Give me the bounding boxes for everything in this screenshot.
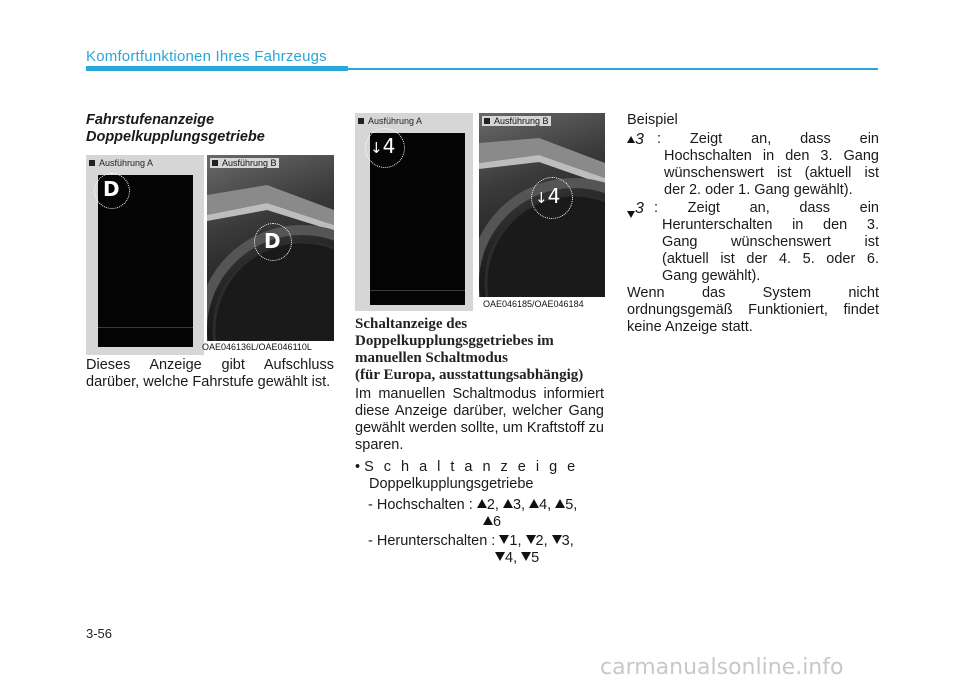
page-number: 3-56 <box>86 626 113 641</box>
col2-paragraph: Im manuellen Schaltmodus informiert diese Anzeige darüber, welcher Gang gewählt werden sollte, um Kraftstoff zu sparen. <box>355 386 604 453</box>
col1-heading <box>86 112 336 146</box>
variant-a-label: Ausführung A <box>89 158 153 168</box>
figure-gear-display <box>86 155 334 355</box>
triangle-down-icon <box>552 535 562 544</box>
gear-value: 3, <box>561 533 574 549</box>
figure-caption: OAE046185/OAE046184 <box>483 299 584 309</box>
triangle-down-icon <box>521 552 531 561</box>
watermark: carmanualsonline.info <box>600 655 844 680</box>
gear-value: 5, <box>565 497 578 513</box>
header-accent-bar <box>86 66 348 71</box>
col2-heading-line: manuellen Schaltmodus <box>355 350 508 366</box>
header-rule <box>348 68 878 70</box>
gear-indicator-d: D <box>264 229 281 253</box>
col1-heading-line1: Fahrstufenanzeige <box>86 112 215 128</box>
variant-b-label: Ausführung B <box>210 158 279 168</box>
bullet-icon: • <box>355 459 365 475</box>
triangle-up-icon <box>477 499 487 508</box>
triangle-down-icon <box>499 535 509 544</box>
upshift-list <box>368 497 606 531</box>
col2-heading-line: Doppelkupplungsggetriebes im <box>355 333 554 349</box>
triangle-up-icon <box>503 499 513 508</box>
gear-number: 4 <box>382 134 396 158</box>
example-text-line: der 2. oder 1. Gang gewählt). <box>664 182 853 198</box>
shift-indicator <box>535 184 560 208</box>
col2-heading-line: (für Europa, ausstattungsabhängig) <box>355 367 584 383</box>
gear-value: 3, <box>512 497 526 513</box>
col2-heading-line: Schaltanzeige des <box>355 316 468 332</box>
triangle-up-icon <box>529 499 539 508</box>
gear-value: 4, <box>505 550 518 566</box>
shift-indicator <box>370 134 395 158</box>
triangle-up-icon <box>627 136 635 143</box>
variant-b-label: Ausführung B <box>482 116 551 126</box>
gear-value: 5 <box>531 550 540 566</box>
figure-variant-b <box>207 155 334 341</box>
gear-value: 2, <box>486 497 499 513</box>
example-text-line: wünschenswert ist (aktuell ist <box>664 165 879 181</box>
downshift-list <box>368 533 606 567</box>
downshift-symbol <box>627 200 655 224</box>
example-text-line: Hochschalten in den 3. Gang <box>664 148 879 164</box>
col3-heading: Beispiel <box>627 112 678 128</box>
gear-value: 6 <box>493 514 502 530</box>
col1-heading-line2: Doppelkupplungsgetriebe <box>86 129 265 145</box>
triangle-up-icon <box>555 499 565 508</box>
example-downshift <box>627 200 879 285</box>
figure-shift-indicator <box>355 113 605 311</box>
example-text-line: Herunterschalten in den 3. <box>662 217 879 233</box>
gear-symbol: 3 <box>635 200 644 217</box>
bullet-line2: Doppelkupplungsgetriebe <box>369 476 534 492</box>
upshift-label: - Hochschalten : <box>368 497 473 513</box>
gear-value: 4, <box>539 497 552 513</box>
figure-caption: OAE046136L/OAE046110L <box>202 342 312 352</box>
example-text-line: Gang gewählt). <box>662 268 761 284</box>
col3-paragraph: Wenn das System nicht ordnungsgemäß Funktioniert, findet keine Anzeige statt. <box>627 285 879 335</box>
upshift-symbol <box>627 131 657 149</box>
example-upshift <box>627 131 879 199</box>
section-title: Komfortfunktionen Ihres Fahrzeugs <box>86 48 327 65</box>
triangle-down-icon <box>627 211 635 218</box>
down-arrow-icon: ↓ <box>535 189 548 207</box>
example-text-line: Gang wünschenswert ist <box>662 234 879 250</box>
figure-variant-a <box>355 113 473 311</box>
bullet-item <box>355 459 604 493</box>
gear-symbol: 3 <box>635 131 644 148</box>
gear-value: 1, <box>509 533 522 549</box>
triangle-down-icon <box>495 552 505 561</box>
gear-number: 4 <box>547 184 561 208</box>
triangle-up-icon <box>483 516 493 525</box>
down-arrow-icon: ↓ <box>370 139 383 157</box>
gear-value: 2, <box>535 533 548 549</box>
downshift-label: - Herunterschalten : <box>368 533 496 549</box>
col1-paragraph-text: Dieses Anzeige gibt Aufschluss darüber, welche Fahrstufe gewählt ist. <box>86 357 334 390</box>
figure-variant-b <box>479 113 605 297</box>
figure-variant-a <box>86 155 204 355</box>
col1-paragraph <box>86 357 334 391</box>
variant-a-label: Ausführung A <box>358 116 422 126</box>
example-text-line: : Zeigt an, dass ein <box>657 131 879 147</box>
col2-heading <box>355 316 610 384</box>
bullet-line1: Schaltanzeige <box>364 459 586 475</box>
example-text-line: : Zeigt an, dass ein <box>654 200 879 216</box>
gear-indicator-d: D <box>103 177 120 201</box>
example-text-line: (aktuell ist der 4. 5. oder 6. <box>662 251 879 267</box>
triangle-down-icon <box>526 535 536 544</box>
